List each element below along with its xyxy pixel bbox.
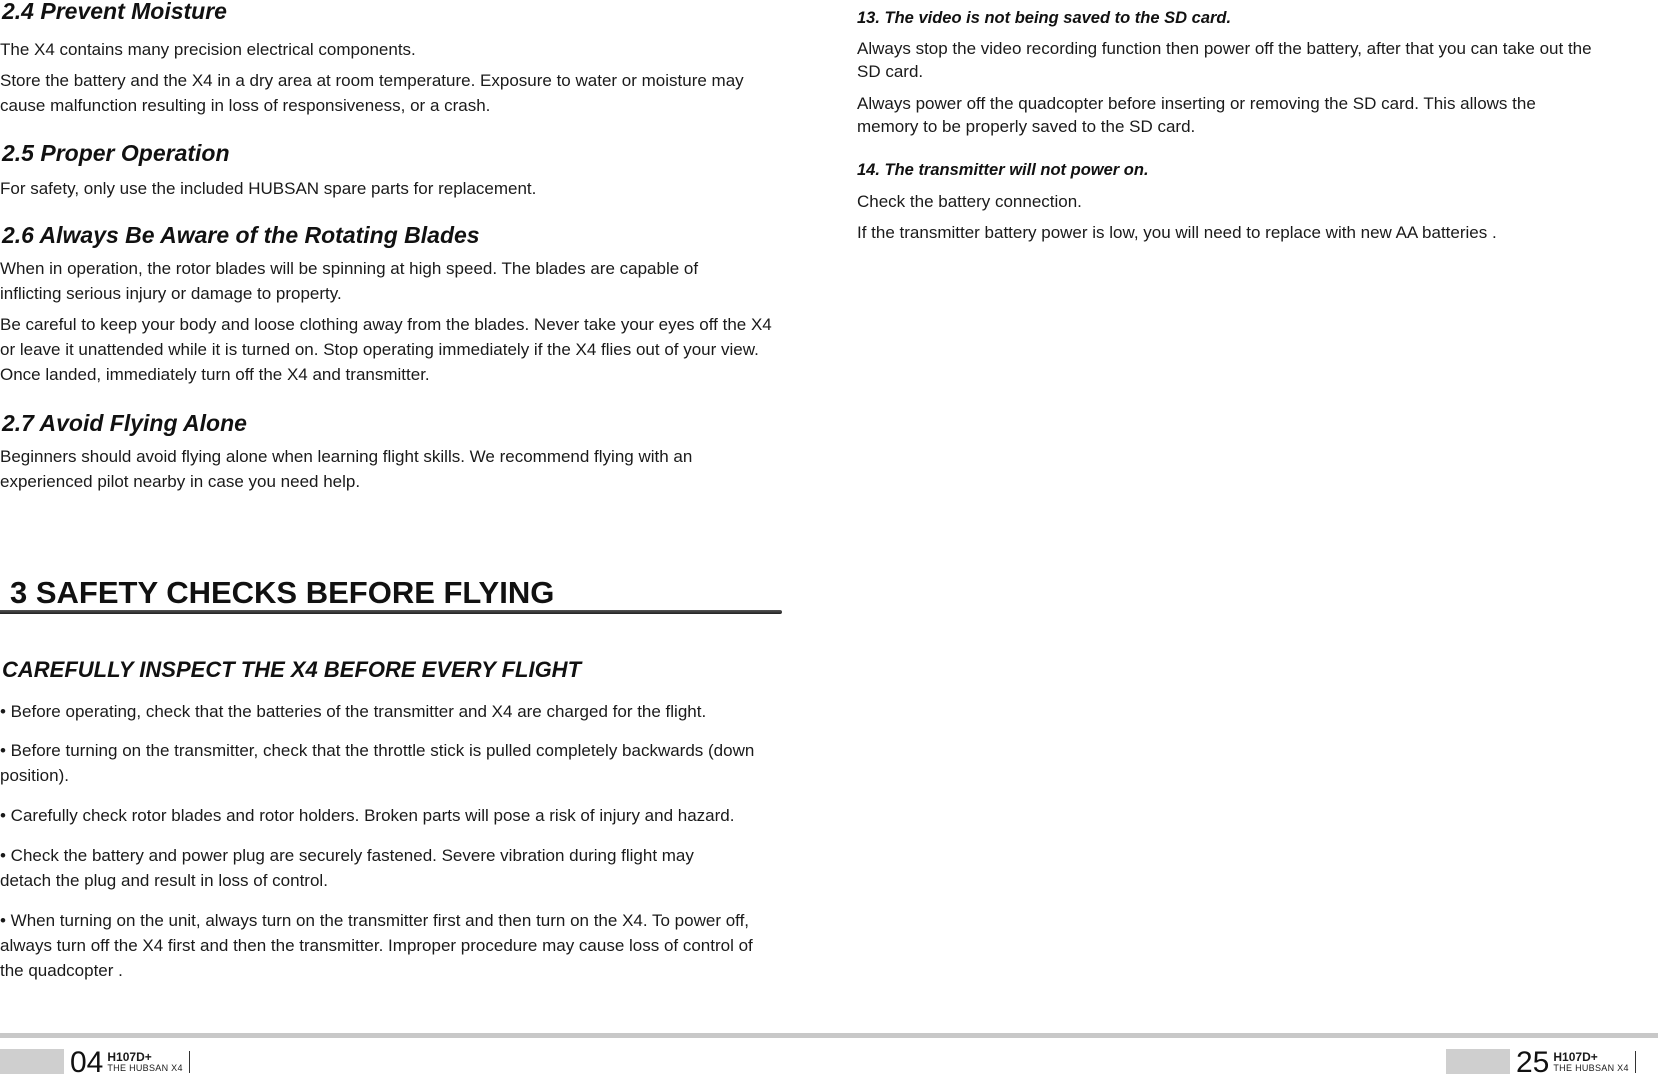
checklist-item-1: • Before operating, check that the batteries of the transmitter and X4 are charged for the flight. [0, 702, 707, 721]
left-footer-label [107, 1049, 182, 1074]
question-14-paragraph-2: If the transmitter battery power is low, you will need to replace with new AA batteries . [857, 223, 1497, 242]
section-2-4-heading: 2.4 Prevent Moisture [2, 0, 227, 24]
footer-separator [1635, 1051, 1636, 1073]
section-2-4-paragraph-2: Store the battery and the X4 in a dry area at room temperature. Exposure to water or moisture may cause malfunction resulting in loss of responsiveness, or a crash. [0, 71, 744, 115]
right-page-number: 25 [1516, 1046, 1550, 1079]
section-2-7-heading: 2.7 Avoid Flying Alone [2, 410, 247, 436]
left-footer-model: H107D+ [107, 1050, 152, 1064]
question-14-paragraph-1: Check the battery connection. [857, 192, 1082, 211]
question-13-paragraph-2: Always power off the quadcopter before inserting or removing the SD card. This allows the memory to be properly saved to the SD card. [857, 94, 1536, 136]
footer-divider [0, 1033, 1658, 1038]
right-footer-label [1553, 1049, 1628, 1074]
question-13-paragraph-1: Always stop the video recording function then power off the battery, after that you can take out the SD card. [857, 39, 1592, 81]
question-13-heading: 13. The video is not being saved to the SD card. [857, 9, 1232, 27]
section-2-6-paragraph-1: When in operation, the rotor blades will be spinning at high speed. The blades are capable of inflicting serious injury or damage to property. [0, 259, 699, 303]
chapter-3-title: 3 SAFETY CHECKS BEFORE FLYING [10, 575, 555, 610]
right-footer-model: H107D+ [1553, 1050, 1598, 1064]
footer-tab-block [1446, 1049, 1510, 1074]
question-14-heading: 14. The transmitter will not power on. [857, 161, 1149, 179]
left-footer-subtitle: THE HUBSAN X4 [107, 1063, 183, 1073]
section-2-5-paragraph-1: For safety, only use the included HUBSAN spare parts for replacement. [0, 179, 537, 198]
footer-tab-block [0, 1049, 64, 1074]
checklist-item-4: • Check the battery and power plug are securely fastened. Severe vibration during flight may detach the plug and result in loss of control. [0, 846, 694, 890]
inspection-subheading: CAREFULLY INSPECT THE X4 BEFORE EVERY FLIGHT [2, 657, 582, 682]
right-page-footer [1446, 1046, 1636, 1079]
right-footer-subtitle: THE HUBSAN X4 [1553, 1063, 1629, 1073]
checklist-item-5: • When turning on the unit, always turn on the transmitter first and then turn on the X4. To power off, always turn off the X4 first and then the transmitter. Improper procedure may cause loss of control of the quadcopter . [0, 911, 753, 980]
chapter-divider [0, 610, 782, 614]
checklist-item-3: • Carefully check rotor blades and rotor holders. Broken parts will pose a risk of injury and hazard. [0, 806, 735, 825]
footer-separator [189, 1051, 190, 1073]
section-2-6-paragraph-2: Be careful to keep your body and loose clothing away from the blades. Never take your eyes off the X4 or leave it unattended while it is turned on. Stop operating immediately if the X4 flies out of your view. Once landed, immediately turn off the X4 and transmitter. [0, 315, 772, 384]
left-page-footer [0, 1046, 190, 1079]
checklist-item-2: • Before turning on the transmitter, check that the throttle stick is pulled completely backwards (down position). [0, 741, 755, 785]
section-2-6-heading: 2.6 Always Be Aware of the Rotating Blades [2, 222, 480, 248]
left-page-number: 04 [70, 1046, 104, 1079]
section-2-5-heading: 2.5 Proper Operation [2, 140, 230, 166]
section-2-7-paragraph-1: Beginners should avoid flying alone when learning flight skills. We recommend flying with an experienced pilot nearby in case you need help. [0, 447, 693, 491]
section-2-4-paragraph-1: The X4 contains many precision electrical components. [0, 40, 416, 59]
